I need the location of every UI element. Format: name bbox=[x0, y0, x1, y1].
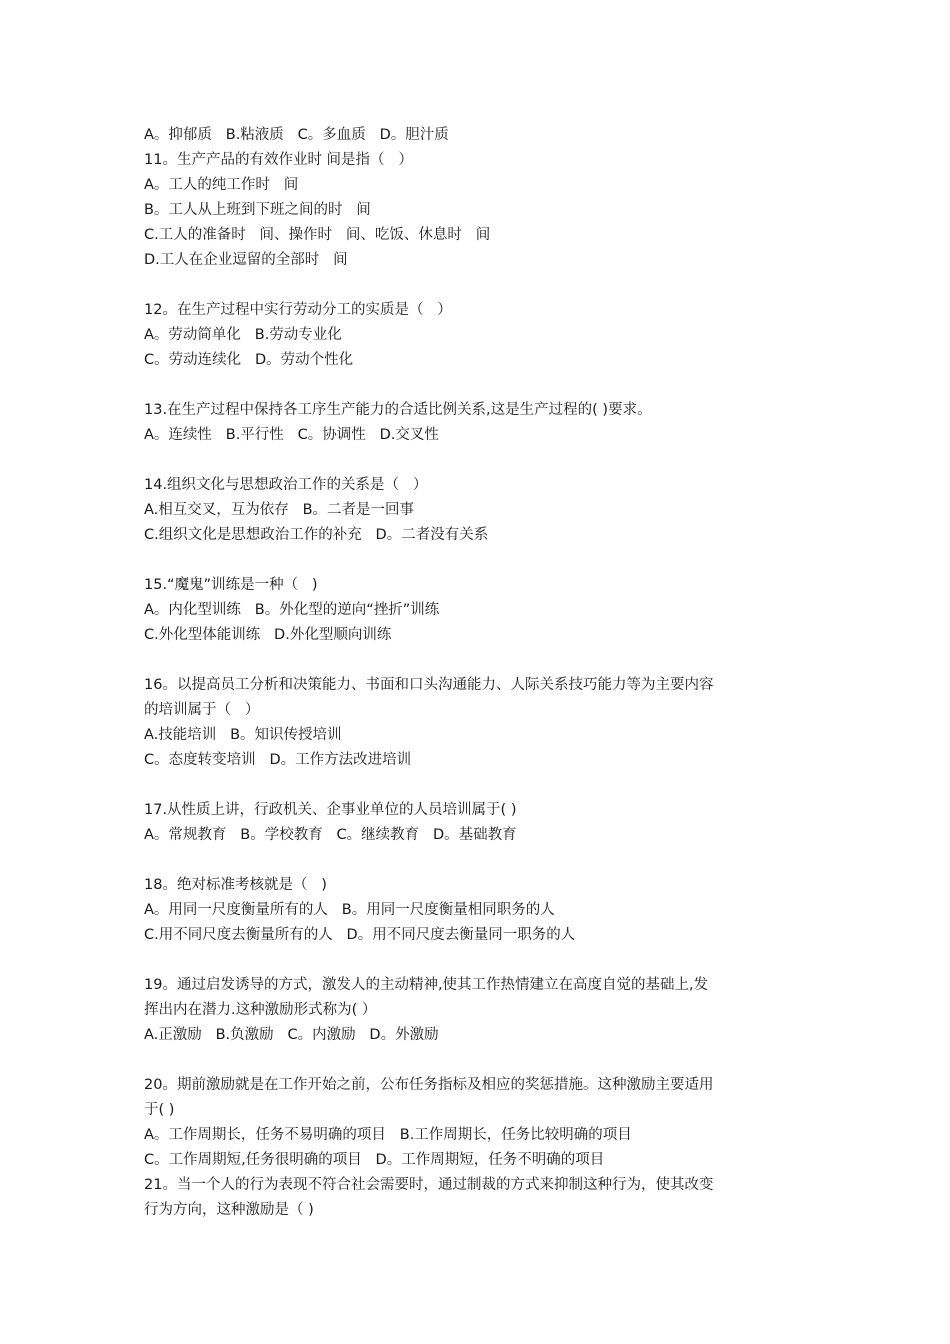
text-line: 18。绝对标准考核就是（ ) bbox=[144, 877, 327, 893]
blank-line bbox=[144, 773, 816, 798]
text-line: C.工人的准备时 间、操作时 间、吃饭、休息时 间 bbox=[144, 227, 491, 243]
text-line: 行为方向，这种激励是（ ) bbox=[144, 1202, 314, 1218]
text-line: C。工作周期短,任务很明确的项目 D。工作周期短，任务不明确的项目 bbox=[144, 1152, 605, 1168]
text-line: A.正激励 B.负激励 C。内激励 D。外激励 bbox=[144, 1027, 439, 1043]
blank-line bbox=[144, 373, 816, 398]
text-line: 21。当一个人的行为表现不符合社会需要时，通过制裁的方式来抑制这种行为，使其改变 bbox=[144, 1177, 714, 1193]
text-line: 12。在生产过程中实行劳动分工的实质是（ ） bbox=[144, 302, 452, 318]
text-line: 16。以提高员工分析和决策能力、书面和口头沟通能力、人际关系技巧能力等为主要内容 bbox=[144, 677, 714, 693]
text-line: 15.“魔鬼”训练是一种（ ) bbox=[144, 577, 318, 593]
text-line: A。常规教育 B。学校教育 C。继续教育 D。基础教育 bbox=[144, 827, 517, 843]
text-line: C。态度转变培训 D。工作方法改进培训 bbox=[144, 752, 412, 768]
text-line: A.技能培训 B。知识传授培训 bbox=[144, 727, 342, 743]
document-body bbox=[144, 123, 816, 1223]
text-line: A。用同一尺度衡量所有的人 B。用同一尺度衡量相同职务的人 bbox=[144, 902, 555, 918]
blank-line bbox=[144, 273, 816, 298]
text-line: A。工作周期长，任务不易明确的项目 B.工作周期长，任务比较明确的项目 bbox=[144, 1127, 632, 1143]
text-line: 14.组织文化与思想政治工作的关系是（ ） bbox=[144, 477, 428, 493]
blank-line bbox=[144, 948, 816, 973]
text-line: A。抑郁质 B.粘液质 C。多血质 D。胆汁质 bbox=[144, 127, 449, 143]
text-line: 的培训属于（ ） bbox=[144, 702, 260, 718]
text-line: C.组织文化是思想政治工作的补充 D。二者没有关系 bbox=[144, 527, 489, 543]
text-line: 挥出内在潜力.这种激励形式称为( ） bbox=[144, 1002, 377, 1018]
blank-line bbox=[144, 548, 816, 573]
text-line: C。劳动连续化 D。劳动个性化 bbox=[144, 352, 354, 368]
text-line: D.工人在企业逗留的全部时 间 bbox=[144, 252, 348, 268]
blank-line bbox=[144, 848, 816, 873]
text-line: A.相互交叉，互为依存 B。二者是一回事 bbox=[144, 502, 415, 518]
text-line: 19。通过启发诱导的方式，激发人的主动精神,使其工作热情建立在高度自觉的基础上,发 bbox=[144, 977, 709, 993]
text-line: A。劳动简单化 B.劳动专业化 bbox=[144, 327, 342, 343]
text-line: A。内化型训练 B。外化型的逆向“挫折”训练 bbox=[144, 602, 440, 618]
text-line: 13.在生产过程中保持各工序生产能力的合适比例关系,这是生产过程的( )要求。 bbox=[144, 402, 652, 418]
text-line: A。连续性 B.平行性 C。协调性 D.交叉性 bbox=[144, 427, 439, 443]
text-line: 17.从性质上讲，行政机关、企事业单位的人员培训属于( ) bbox=[144, 802, 517, 818]
text-line: 20。期前激励就是在工作开始之前，公布任务指标及相应的奖惩措施。这种激励主要适用 bbox=[144, 1077, 714, 1093]
blank-line bbox=[144, 1048, 816, 1073]
blank-line bbox=[144, 448, 816, 473]
text-line: C.用不同尺度去衡量所有的人 D。用不同尺度去衡量同一职务的人 bbox=[144, 927, 576, 943]
text-line: C.外化型体能训练 D.外化型顺向训练 bbox=[144, 627, 392, 643]
text-line: 于( ) bbox=[144, 1102, 175, 1118]
text-line: 11。生产产品的有效作业时 间是指（ ） bbox=[144, 152, 413, 168]
blank-line bbox=[144, 648, 816, 673]
text-line: B。工人从上班到下班之间的时 间 bbox=[144, 202, 371, 218]
text-line: A。工人的纯工作时 间 bbox=[144, 177, 299, 193]
